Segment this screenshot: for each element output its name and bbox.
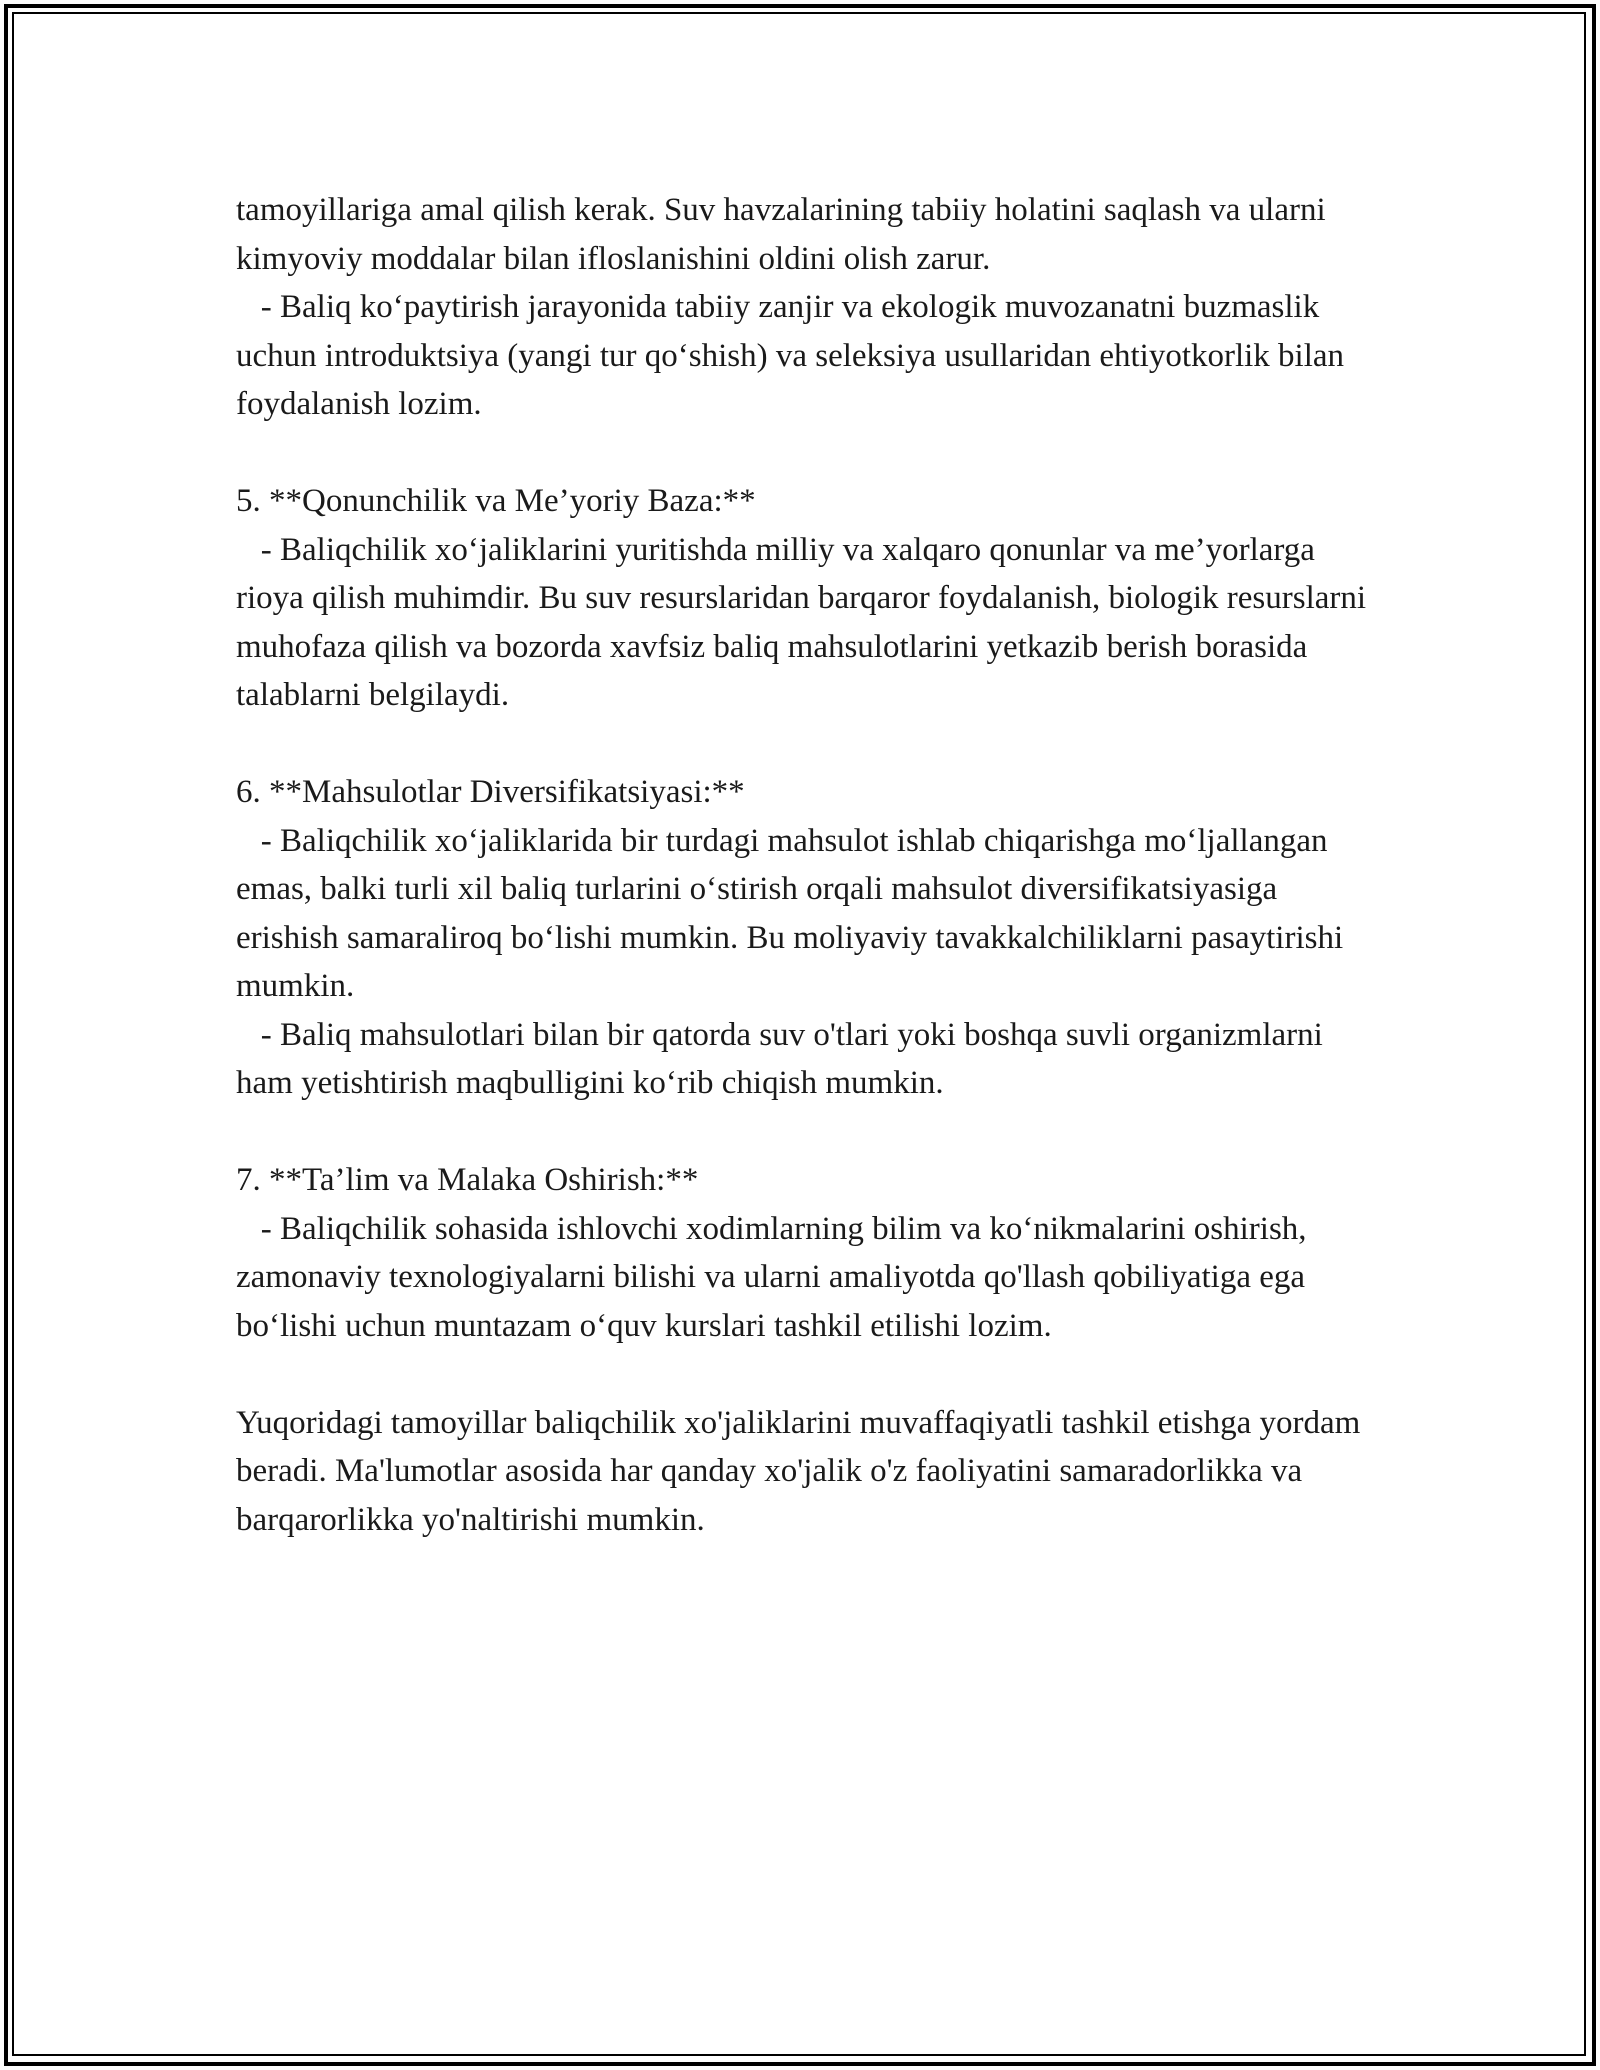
paragraph-bullet-education: - Baliqchilik sohasida ishlovchi xodimlarning bilim va ko‘nikmalarini oshirish, zamonaviy texnologiyalarni bilishi va ularni amaliyotda qo'llash qobiliyatiga ega bo‘lishi uchun muntazam o‘quv kurslari tashkil etilishi lozim. — [236, 1210, 1315, 1344]
paragraph-bullet-legislation: - Baliqchilik xo‘jaliklarini yuritishda milliy va xalqaro qonunlar va me’yorlarga rioya qilish muhimdir. Bu suv resurslaridan barqaror foydalanish, biologik resurslarni muhofaza qilish va bozorda xavfsiz baliq mahsulotlarini yetkazib berish borasida talablarni belgilaydi. — [236, 531, 1375, 713]
document-body — [236, 186, 1386, 1544]
blank-line — [236, 1108, 1386, 1157]
blank-line — [236, 429, 1386, 478]
section-heading-5: 5. **Qonunchilik va Me’yoriy Baza:** — [236, 483, 756, 519]
paragraph-bullet-diversification: - Baliqchilik xo‘jaliklarida bir turdagi mahsulot ishlab chiqarishga mo‘ljallangan emas, balki turli xil baliq turlarini o‘stirish orqali mahsulot diversifikatsiyasiga erishish samaraliroq bo‘lishi mumkin. Bu moliyaviy tavakkalchiliklarni pasaytirishi mumkin. — [236, 822, 1352, 1004]
blank-line — [236, 1350, 1386, 1399]
paragraph-conclusion: Yuqoridagi tamoyillar baliqchilik xo'jaliklarini muvaffaqiyatli tashkil etishga yordam beradi. Ma'lumotlar asosida har qanday xo'jalik o'z faoliyatini samaradorlikka va barqarorlikka yo'naltirishi mumkin. — [236, 1404, 1369, 1538]
blank-line — [236, 720, 1386, 769]
section-heading-6: 6. **Mahsulotlar Diversifikatsiyasi:** — [236, 774, 745, 810]
paragraph-bullet-breeding: - Baliq ko‘paytirish jarayonida tabiiy zanjir va ekologik muvozanatni buzmaslik uchun introduktsiya (yangi tur qo‘shish) va seleksiya usullaridan ehtiyotkorlik bilan foydalanish lozim. — [236, 289, 1353, 422]
paragraph-continuation: tamoyillariga amal qilish kerak. Suv havzalarining tabiiy holatini saqlash va ularni kimyoviy moddalar bilan ifloslanishini oldini olish zarur. — [236, 192, 1334, 277]
section-heading-7: 7. **Ta’lim va Malaka Oshirish:** — [236, 1162, 699, 1198]
paragraph-bullet-organisms: - Baliq mahsulotlari bilan bir qatorda suv o'tlari yoki boshqa suvli organizmlarni ham yetishtirish maqbulligini ko‘rib chiqish mumkin. — [236, 1016, 1332, 1101]
